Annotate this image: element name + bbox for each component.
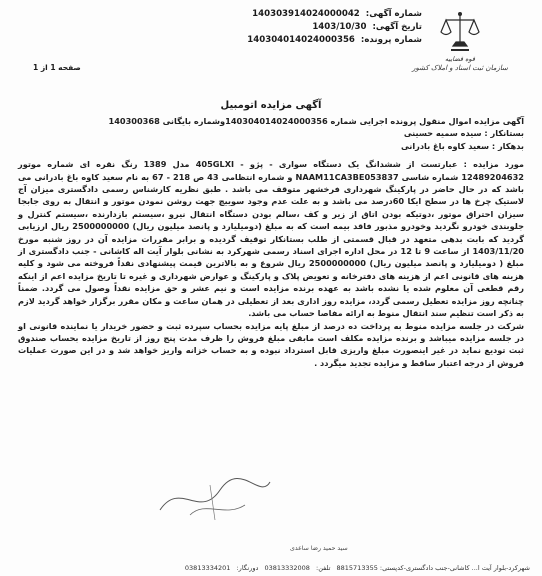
org-line-1: قوه قضاییه	[445, 55, 475, 63]
page-number: صفحه 1 از 1	[33, 63, 81, 72]
judiciary-emblem-icon	[437, 10, 483, 54]
document-body	[18, 115, 524, 369]
footer-fax-label: دورنگار:	[236, 564, 259, 572]
footer-fax: 03813334201	[184, 564, 231, 572]
file-number-label: شماره پرونده:	[360, 35, 422, 45]
org-title	[400, 55, 520, 73]
body-debtor: بدهکار : سعید کاوه باغ بادرانی	[400, 140, 524, 151]
signature-icon	[150, 470, 280, 525]
ad-number-value: 140303914024000042	[252, 9, 360, 19]
body-creditor: بستانکار : سیده سمیه حسینی	[403, 128, 524, 139]
ad-meta	[247, 8, 422, 47]
ad-date-value: 1403/10/30	[312, 22, 367, 32]
footer-phone: 03813332008	[264, 564, 310, 572]
footer-phone-label: تلفن:	[316, 564, 331, 572]
body-auction-terms: شرکت در جلسه مزایده منوط به پرداخت ده درصد از مبلغ پایه مزایده بحساب سپرده ثبت و حضور خریدار یا نماینده قانونی او در جلسه مزایده میباشد و برنده مزایده مکلف است مابقی مبلغ فروش را ظرف مدت پنج روز از تاریخ مزایده بحساب صندوق ثبت تودیع نماید در غیر اینصورت مبلغ واریزی قابل استرداد نبوده و به حساب خزانه واریز خواهد شد و در این صورت عملیات فروش از درجه اعتبار ساقط و مزایده تجدید میگردد .	[18, 320, 524, 368]
body-paragraph-file: آگهی مزایده اموال منقول پرونده اجرایی شماره 140304014024000356وشماره بایگانی 140300368	[108, 116, 524, 126]
ad-number-row	[252, 8, 422, 21]
footer	[40, 564, 530, 572]
footer-address: شهرکرد-بلوار آیت ا... کاشانی-جنب دادگستری-کدپستی: 8815713355	[336, 564, 530, 572]
document-title: آگهی مزایده اتومبیل	[220, 100, 322, 111]
ad-number-label: شماره آگهی:	[365, 9, 422, 19]
signer-name: سید حمید رضا ساعدی	[290, 545, 348, 552]
body-auction-details: مورد مزایده : عبارتست از ششدانگ یک دستگاه سواری - پژو - 405GLXI مدل 1389 رنگ نقره ای شماره موتور 12489204632 شماره شاسی NAAM11CA3BE053837 و شماره انتظامی 43 ص 218 - 67 به نام سعید کاوه باغ بادرانی می باشد که در حال حاضر در پارکینگ شهرداری فرخشهر متوقف می باشد . طبق نظریه کارشناس رسمی دادگستری میزان آج لاستیک چرخ ها در سطح ایکا 60درصد می باشد و به علت عدم وجود سوییچ جهت روشن نمودن موتور و انتقال به روی جابجا سیزان احتراق موتور ،دوتیکه بودن اتاق از زیر و کف ،سالم بودن دستگاه انتقال نیرو ،سیستم بازدارنده ،سیستم کنترل و جلوبندی خودرو نگردید وخودرو مذبور فاقد بیمه است که به مبلغ (دومیلیارد و پانصد میلیون ریال) 2500000000 ریال ارزیابی گردید که بابت بدهی متعهد در قبال قسمتی از طلب بستانکار توقیف گردیده و برابر مقررات مزایده آن در روز شنبه مورخ 1403/11/20 از ساعت 9 تا 12 در محل اداره اجرای اسناد رسمی شهرکرد به نشانی بلوار آیت اله کاشانی - جنب دادگستری از مبلغ ( دومیلیارد و پانصد میلیون ریال) 2500000000 ریال شروع و به بالاترین قیمت پیشنهادی نقداً فروخته می شود و کلیه هزینه های قانونی اعم از هزینه های دفترخانه و تعویض پلاک و پارکینگ و عوارض شهرداری و غیره تا تاریخ مزایده اعم از اینکه رقم قطعی آن معلوم شده یا نشده باشد به عهده برنده مزایده است و نیم عشر و حق مزایده نقداً وصول می گردد. ضمناً چنانچه روز مزایده تعطیل رسمی گردد، مزایده روز اداری بعد از تعطیلی در همان ساعت و مکان مقرر برگزار خواهد گردید لازم به ذکر است تنظیم سند انتقال منوط به ارائه مفاصا حساب می باشد.	[18, 159, 524, 319]
org-line-2: سازمان ثبت اسناد و املاک کشور	[412, 64, 508, 72]
ad-date-label: تاریخ آگهی:	[372, 22, 422, 32]
ad-date-row	[262, 21, 422, 34]
file-number-value: 140304014024000356	[247, 35, 355, 45]
file-number-row	[247, 34, 422, 47]
